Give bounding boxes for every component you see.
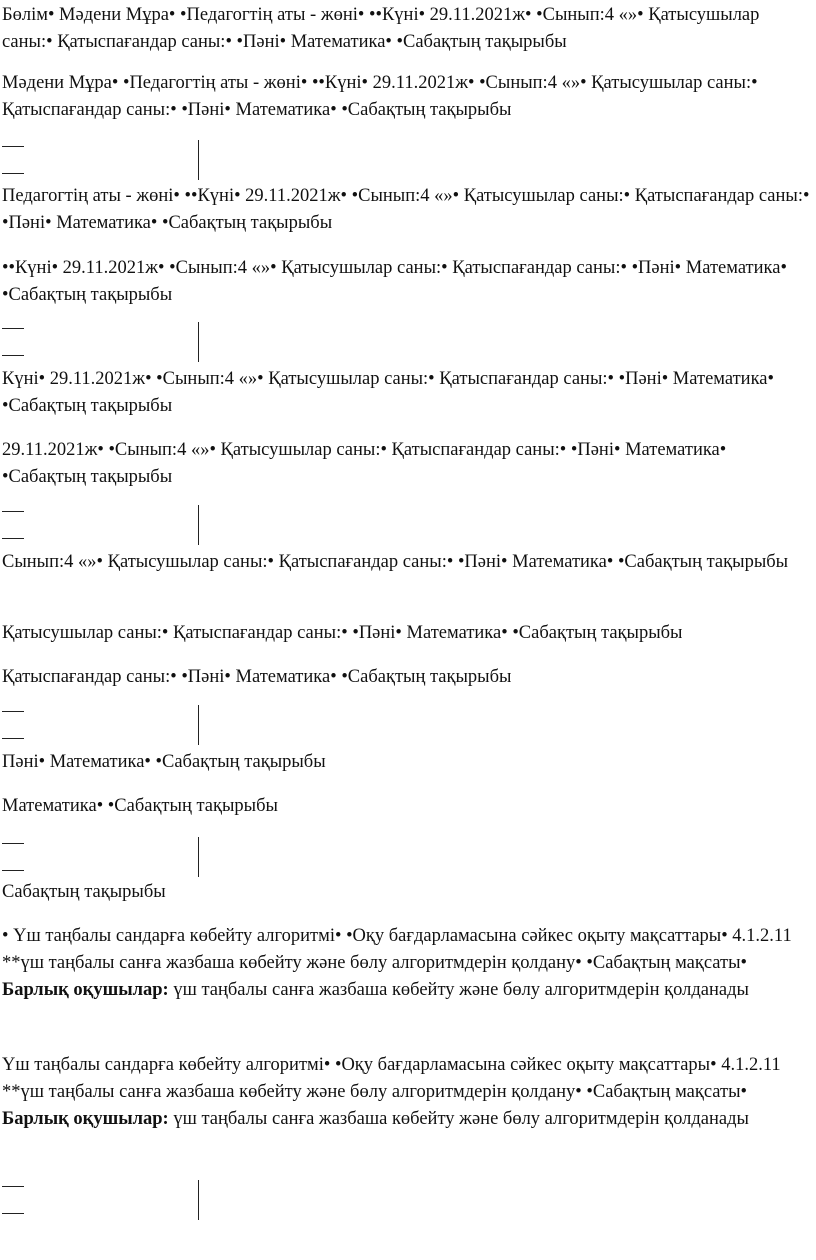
paragraph-3: Педагогтің аты - жөні• ••Күні• 29.11.2021ж• •Сынып:4 «»• Қатысушылар саны:• Қатыспағандар саны:• •Пәні• Математика• •Сабақтың тақырыбы xyxy=(2,186,810,233)
paragraph-11: Математика• •Сабақтың тақырыбы xyxy=(2,796,278,816)
paragraph-6: 29.11.2021ж• •Сынып:4 «»• Қатысушылар саны:• Қатыспағандар саны:• •Пәні• Математика• •Сабақтың тақырыбы xyxy=(2,440,727,487)
paragraph-9: Қатыспағандар саны:• •Пәні• Математика• •Сабақтың тақырыбы xyxy=(2,667,512,687)
paragraph-7: Сынып:4 «»• Қатысушылар саны:• Қатыспағандар саны:• •Пәні• Математика• •Сабақтың тақырыбы xyxy=(2,552,789,572)
paragraph-14-tail: үш таңбалы санға жазбаша көбейту және бөлу алгоритмдерін қолданады xyxy=(168,1109,749,1129)
paragraph-14-bold: Барлық оқушылар: xyxy=(2,1109,169,1129)
paragraph-13 xyxy=(2,923,814,1004)
separator-6 xyxy=(0,1180,816,1260)
paragraph-14-text: Үш таңбалы сандарға көбейту алгоритмі• •Оқу бағдарламасына сәйкес оқыту мақсаттары• 4.1.2.11 **үш таңбалы санға жазбаша көбейту және бөлу алгоритмдерін қолдану• •Сабақтың мақсаты• xyxy=(2,1055,781,1102)
paragraph-4: ••Күні• 29.11.2021ж• •Сынып:4 «»• Қатысушылар саны:• Қатыспағандар саны:• •Пәні• Математика• •Сабақтың тақырыбы xyxy=(2,258,787,305)
paragraph-14 xyxy=(2,1052,814,1133)
paragraph-13-text: • Үш таңбалы сандарға көбейту алгоритмі• •Оқу бағдарламасына сәйкес оқыту мақсаттары• 4.1.2.11 **үш таңбалы санға жазбаша көбейту және бөлу алгоритмдерін қолдану• •Сабақтың мақсаты• xyxy=(2,926,792,973)
paragraph-5: Күні• 29.11.2021ж• •Сынып:4 «»• Қатысушылар саны:• Қатыспағандар саны:• •Пәні• Математика• •Сабақтың тақырыбы xyxy=(2,369,774,416)
paragraph-10: Пәні• Математика• •Сабақтың тақырыбы xyxy=(2,752,326,772)
paragraph-2: Мәдени Мұра• •Педагогтің аты - жөні• ••Күні• 29.11.2021ж• •Сынып:4 «»• Қатысушылар саны:• Қатыспағандар саны:• •Пәні• Математика• •Сабақтың тақырыбы xyxy=(2,73,758,120)
paragraph-12: Сабақтың тақырыбы xyxy=(2,882,166,902)
paragraph-13-bold: Барлық оқушылар: xyxy=(2,980,169,1000)
paragraph-8: Қатысушылар саны:• Қатыспағандар саны:• •Пәні• Математика• •Сабақтың тақырыбы xyxy=(2,623,683,643)
paragraph-1: Бөлім• Мәдени Мұра• •Педагогтің аты - жөні• ••Күні• 29.11.2021ж• •Сынып:4 «»• Қатысушылар саны:• Қатыспағандар саны:• •Пәні• Математика• •Сабақтың тақырыбы xyxy=(2,5,760,52)
paragraph-13-tail: үш таңбалы санға жазбаша көбейту және бөлу алгоритмдерін қолданады xyxy=(168,980,749,1000)
